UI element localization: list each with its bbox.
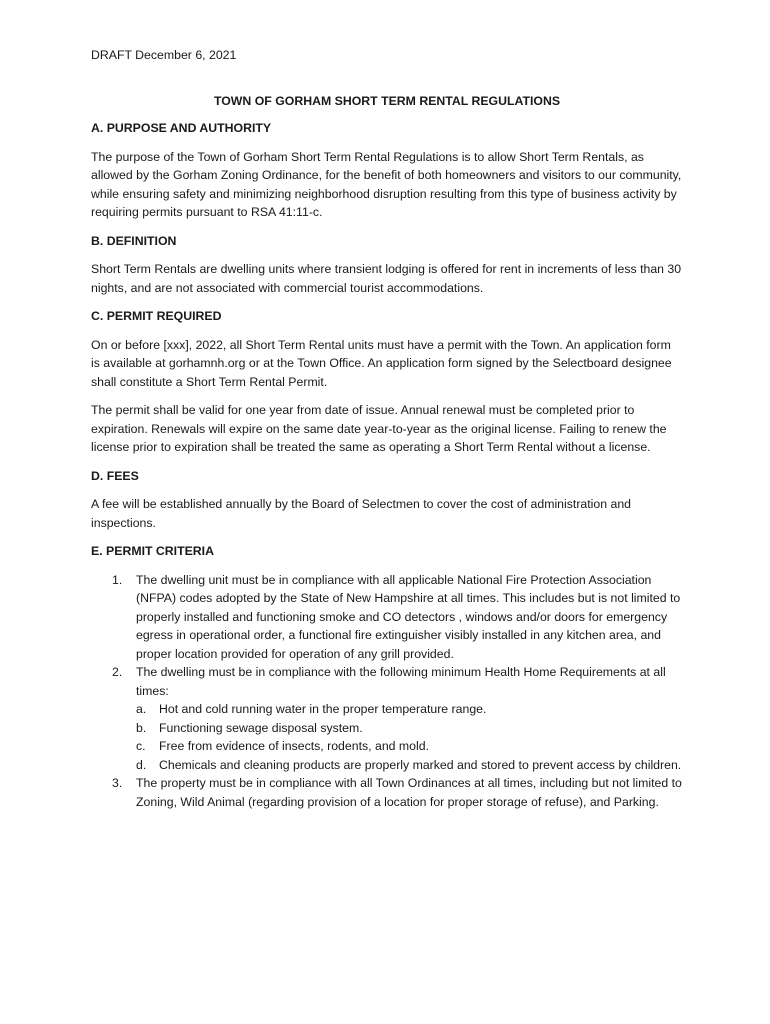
heading-permit-required: C. PERMIT REQUIRED [91,309,222,323]
list-item-text: The property must be in compliance with all Town Ordinances at all times, including but not limited to Zoning, Wild Animal (regarding provision of a location for proper storage of refuse), and Parking. [136,776,682,809]
paragraph-permit-validity: The permit shall be valid for one year from date of issue. Annual renewal must be completed prior to expiration. Renewals will expire on the same date year-to-year as the original license. Failing to renew the license prior to expiration shall be treated the same as operating a Short Term Rental without a license. [91,403,667,454]
list-item-text: The dwelling unit must be in compliance with all applicable National Fire Protection Association (NFPA) codes adopted by the State of New Hampshire at all times. This includes but is not limited to properly installed and functioning smoke and CO detectors , windows and/or doors for emergency egress in operational order, a functional fire extinguisher visibly installed in any kitchen area, and proper location provided for operation of any grill provided. [136,572,681,661]
list-number: 1. [112,572,123,587]
list-number: 3. [112,776,123,790]
sub-item-sewage [136,719,683,738]
heading-permit-criteria: E. PERMIT CRITERIA [91,544,214,558]
draft-date: DRAFT December 6, 2021 [91,48,237,62]
criteria-item-ordinances [91,774,683,811]
list-letter: c. [136,739,146,753]
paragraph-fees: A fee will be established annually by the Board of Selectmen to cover the cost of administration and inspections. [91,497,632,530]
paragraph-permit-application: On or before [xxx], 2022, all Short Term Rental units must have a permit with the Town. An application form is available at gorhamnh.org or at the Town Office. An application form signed by the Selectboard designee shall constitute a Short Term Rental Permit. [91,337,672,389]
list-letter: a. [136,702,147,716]
sub-item-water [136,700,683,719]
sub-item-text: Chemicals and cleaning products are properly marked and stored to prevent access by children. [159,757,682,772]
health-requirements-list [136,700,683,774]
paragraph-purpose: The purpose of the Town of Gorham Short Term Rental Regulations is to allow Short Term Rentals, as allowed by the Gorham Zoning Ordinance, for the benefit of both homeowners and visitors to our community, while ensuring safety and minimizing neighborhood disruption resulting from this type of business activity by requiring permits pursuant to RSA 41:11-c. [91,149,682,219]
sub-item-text: Free from evidence of insects, rodents, and mold. [159,739,429,753]
heading-definition: B. DEFINITION [91,233,177,248]
document-title: TOWN OF GORHAM SHORT TERM RENTAL REGULATIONS [213,93,561,108]
heading-fees: D. FEES [91,468,139,483]
criteria-item-health [91,663,683,774]
list-item-text: The dwelling must be in compliance with the following minimum Health Home Requirements at all times: [136,665,666,698]
sub-item-text: Hot and cold running water in the proper temperature range. [159,702,487,716]
sub-item-chemicals [136,756,683,775]
list-number: 2. [112,665,123,679]
list-letter: b. [136,720,147,735]
sub-item-text: Functioning sewage disposal system. [159,720,363,735]
criteria-item-fire-code [91,571,683,664]
document-page [91,46,683,811]
list-letter: d. [136,757,147,772]
criteria-list [91,571,683,812]
sub-item-pests [136,737,683,756]
heading-purpose: A. PURPOSE AND AUTHORITY [91,121,272,135]
paragraph-definition: Short Term Rentals are dwelling units where transient lodging is offered for rent in increments of less than 30 nights, and are not associated with commercial tourist accommodations. [91,262,682,295]
